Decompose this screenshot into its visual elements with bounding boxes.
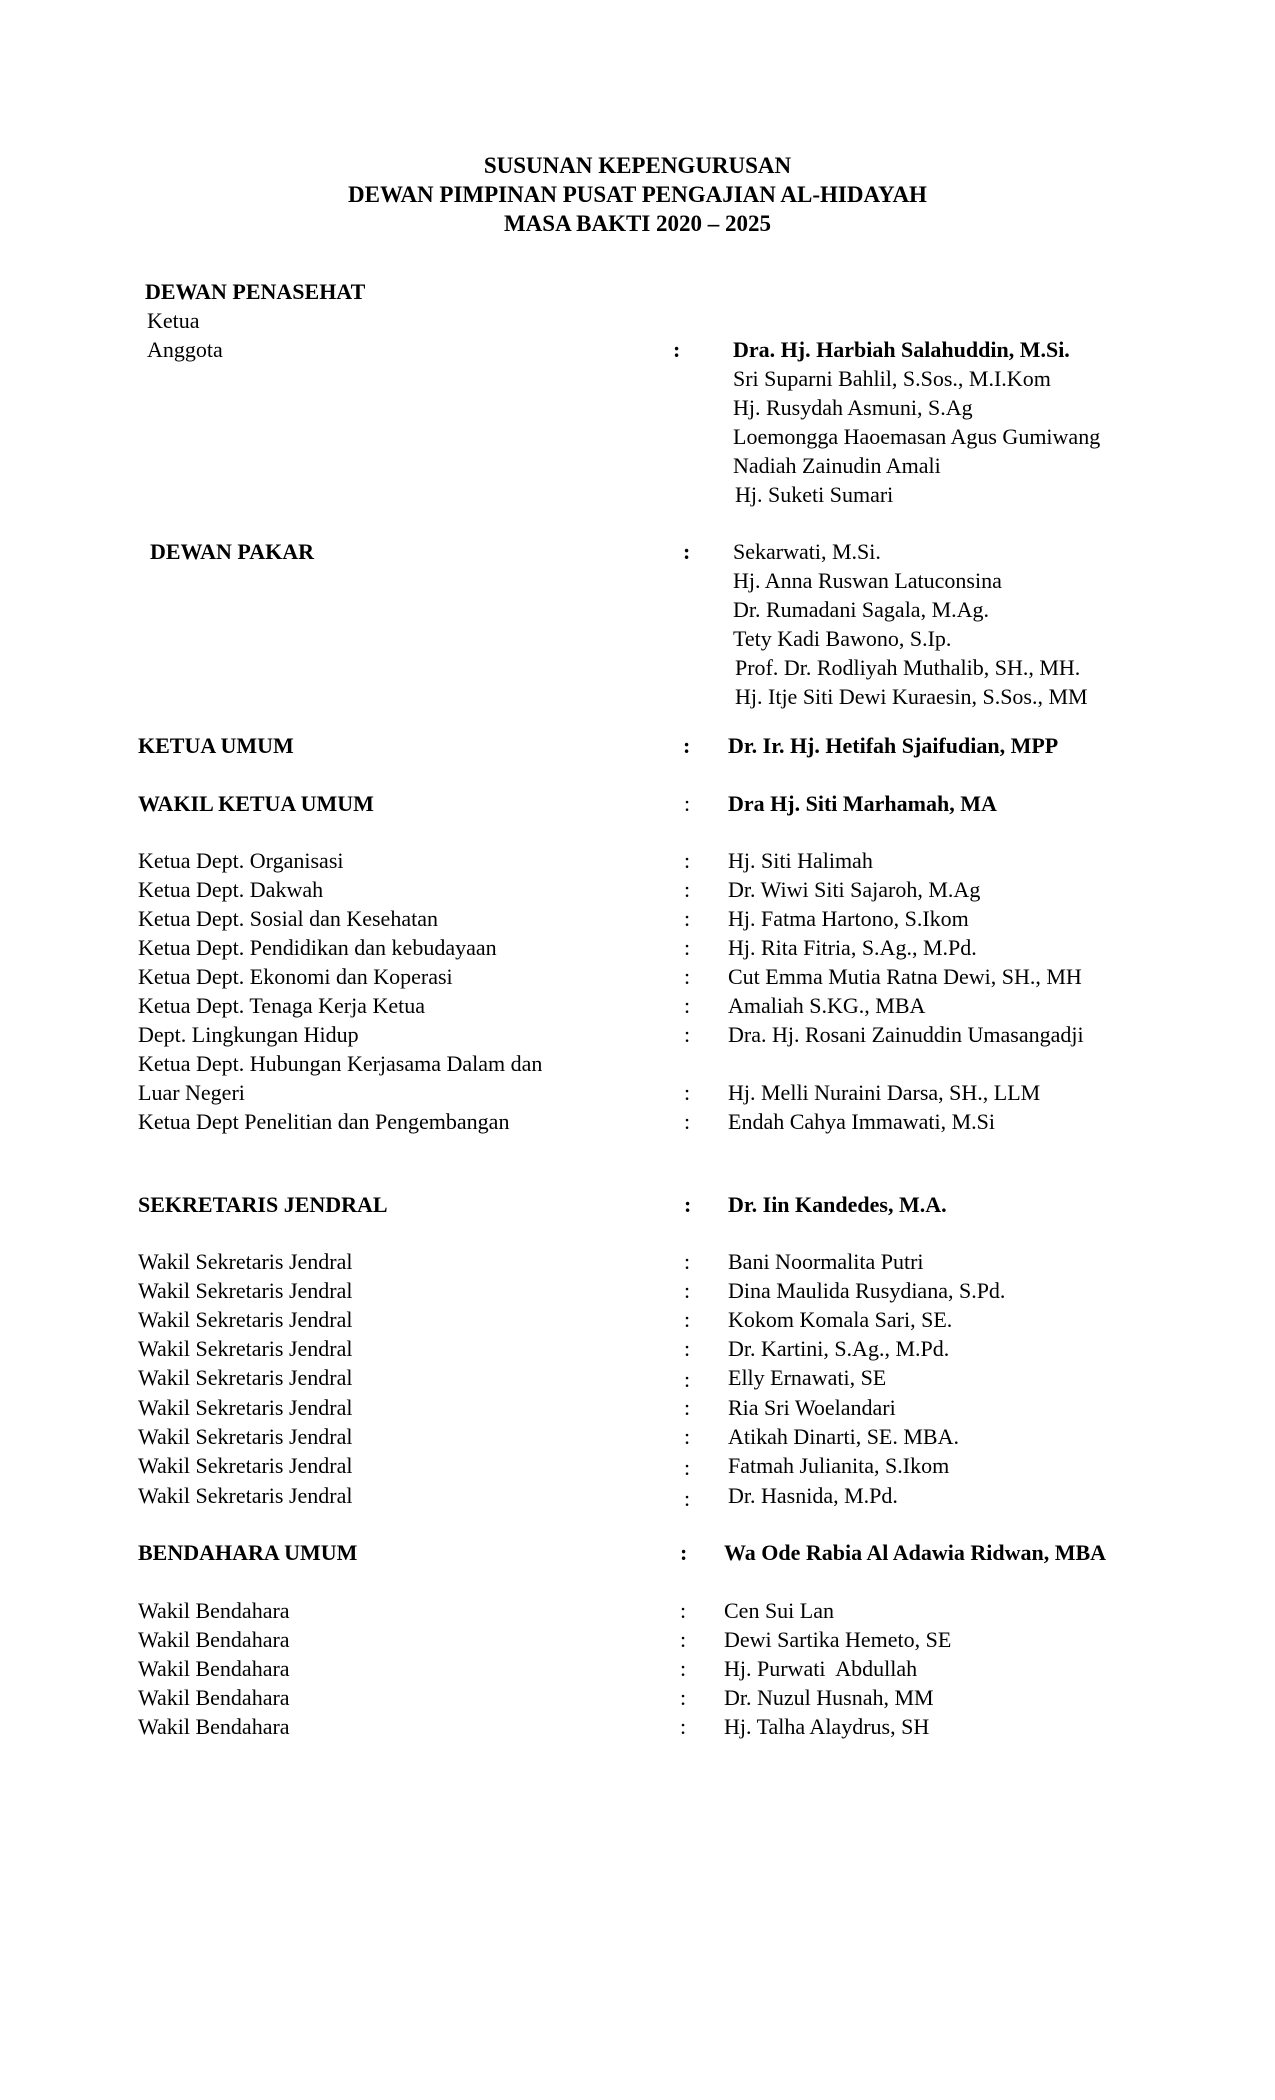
department-head: Hj. Rita Fitria, S.Ag., M.Pd. <box>728 935 977 960</box>
wakil-sekretaris-label: Wakil Sekretaris Jendral <box>138 1483 353 1508</box>
department-head: Dr. Wiwi Siti Sajaroh, M.Ag <box>728 877 981 902</box>
bendahara-umum-colon: : <box>680 1540 688 1565</box>
ketua-umum-colon: : <box>683 733 691 758</box>
dewan-pakar-colon: : <box>683 539 691 564</box>
wakil-bendahara-name: Hj. Talha Alaydrus, SH <box>724 1714 930 1739</box>
bendahara-umum-label: BENDAHARA UMUM <box>138 1540 358 1565</box>
wakil-bendahara-colon: : <box>680 1656 687 1681</box>
wakil-bendahara-name: Hj. Purwati Abdullah <box>724 1656 918 1681</box>
department-label: Ketua Dept. Dakwah <box>138 877 324 902</box>
wakil-ketua-umum-name: Dra Hj. Siti Marhamah, MA <box>728 791 997 816</box>
department-colon: : <box>684 906 691 931</box>
dewan-pakar-member: Tety Kadi Bawono, S.Ip. <box>733 626 952 651</box>
department-label: Ketua Dept. Tenaga Kerja Ketua <box>138 993 425 1018</box>
department-label: Ketua Dept. Ekonomi dan Koperasi <box>138 964 453 989</box>
department-colon: : <box>684 1022 691 1047</box>
wakil-sekretaris-name: Bani Noormalita Putri <box>728 1249 924 1274</box>
wakil-ketua-umum-label: WAKIL KETUA UMUM <box>138 791 374 816</box>
department-head: Hj. Fatma Hartono, S.Ikom <box>728 906 969 931</box>
wakil-sekretaris-colon: : <box>684 1395 691 1420</box>
dewan-penasehat-member: Nadiah Zainudin Amali <box>733 453 941 478</box>
sekretaris-jendral-label: SEKRETARIS JENDRAL <box>138 1192 388 1217</box>
wakil-sekretaris-label: Wakil Sekretaris Jendral <box>138 1307 353 1332</box>
department-label: Ketua Dept Penelitian dan Pengembangan <box>138 1109 510 1134</box>
ketua-umum-name: Dr. Ir. Hj. Hetifah Sjaifudian, MPP <box>728 733 1059 758</box>
department-colon: : <box>684 848 691 873</box>
wakil-bendahara-name: Dewi Sartika Hemeto, SE <box>724 1627 952 1652</box>
dewan-penasehat-heading: DEWAN PENASEHAT <box>145 279 366 304</box>
dewan-penasehat-member: Loemongga Haoemasan Agus Gumiwang <box>733 424 1101 449</box>
department-head: Amaliah S.KG., MBA <box>728 993 926 1018</box>
wakil-sekretaris-label: Wakil Sekretaris Jendral <box>138 1424 353 1449</box>
wakil-sekretaris-name: Dina Maulida Rusydiana, S.Pd. <box>728 1278 1006 1303</box>
wakil-bendahara-colon: : <box>680 1598 687 1623</box>
department-colon: : <box>684 1109 691 1134</box>
wakil-bendahara-colon: : <box>680 1714 687 1739</box>
wakil-bendahara-name: Cen Sui Lan <box>724 1598 834 1623</box>
department-label: Ketua Dept. Pendidikan dan kebudayaan <box>138 935 497 960</box>
dewan-pakar-member: Dr. Rumadani Sagala, M.Ag. <box>733 597 990 622</box>
wakil-sekretaris-colon: : <box>684 1336 691 1361</box>
wakil-bendahara-label: Wakil Bendahara <box>138 1627 290 1652</box>
wakil-sekretaris-colon: : <box>684 1249 691 1274</box>
wakil-sekretaris-label: Wakil Sekretaris Jendral <box>138 1453 353 1478</box>
department-label: Ketua Dept. Hubungan Kerjasama Dalam dan <box>138 1051 543 1076</box>
department-head: Cut Emma Mutia Ratna Dewi, SH., MH <box>728 964 1082 989</box>
wakil-sekretaris-name: Kokom Komala Sari, SE. <box>728 1307 953 1332</box>
dewan-penasehat-member: Hj. Suketi Sumari <box>735 482 894 507</box>
wakil-bendahara-colon: : <box>680 1627 687 1652</box>
wakil-sekretaris-label: Wakil Sekretaris Jendral <box>138 1365 353 1390</box>
wakil-sekretaris-colon: : <box>684 1486 691 1511</box>
document-title-line-1: SUSUNAN KEPENGURUSAN <box>483 153 792 178</box>
wakil-bendahara-label: Wakil Bendahara <box>138 1598 290 1623</box>
wakil-bendahara-label: Wakil Bendahara <box>138 1685 290 1710</box>
sekretaris-jendral-colon: : <box>684 1192 692 1217</box>
wakil-bendahara-colon: : <box>680 1685 687 1710</box>
wakil-bendahara-label: Wakil Bendahara <box>138 1714 290 1739</box>
wakil-bendahara-name: Dr. Nuzul Husnah, MM <box>724 1685 934 1710</box>
wakil-sekretaris-label: Wakil Sekretaris Jendral <box>138 1249 353 1274</box>
wakil-sekretaris-label: Wakil Sekretaris Jendral <box>138 1336 353 1361</box>
document-title-line-2: DEWAN PIMPINAN PUSAT PENGAJIAN AL-HIDAYAH <box>348 182 927 207</box>
department-label: Ketua Dept. Sosial dan Kesehatan <box>138 906 438 931</box>
dewan-pakar-member: Hj. Anna Ruswan Latuconsina <box>733 568 1002 593</box>
wakil-sekretaris-name: Dr. Hasnida, M.Pd. <box>728 1483 898 1508</box>
department-head: Dra. Hj. Rosani Zainuddin Umasangadji <box>728 1022 1084 1047</box>
ketua-umum-label: KETUA UMUM <box>138 733 294 758</box>
wakil-sekretaris-colon: : <box>684 1424 691 1449</box>
department-colon: : <box>684 935 691 960</box>
wakil-sekretaris-name: Elly Ernawati, SE <box>728 1365 887 1390</box>
wakil-sekretaris-name: Fatmah Julianita, S.Ikom <box>728 1453 950 1478</box>
wakil-sekretaris-name: Ria Sri Woelandari <box>728 1395 896 1420</box>
department-head: Hj. Melli Nuraini Darsa, SH., LLM <box>728 1080 1041 1105</box>
wakil-sekretaris-colon: : <box>684 1367 691 1392</box>
wakil-sekretaris-colon: : <box>684 1278 691 1303</box>
dewan-penasehat-member: Hj. Rusydah Asmuni, S.Ag <box>733 395 973 420</box>
dewan-pakar-member: Prof. Dr. Rodliyah Muthalib, SH., MH. <box>735 655 1081 680</box>
department-label: Dept. Lingkungan Hidup <box>138 1022 359 1047</box>
wakil-sekretaris-name: Atikah Dinarti, SE. MBA. <box>728 1424 959 1449</box>
wakil-sekretaris-colon: : <box>684 1455 691 1480</box>
dewan-penasehat-member: Dra. Hj. Harbiah Salahuddin, M.Si. <box>733 337 1070 362</box>
department-colon: : <box>684 964 691 989</box>
department-head: Endah Cahya Immawati, M.Si <box>728 1109 996 1134</box>
department-label: Ketua Dept. Organisasi <box>138 848 344 873</box>
department-colon: : <box>684 1080 691 1105</box>
wakil-sekretaris-label: Wakil Sekretaris Jendral <box>138 1395 353 1420</box>
dewan-pakar-member: Sekarwati, M.Si. <box>733 539 881 564</box>
dewan-penasehat-member: Sri Suparni Bahlil, S.Sos., M.I.Kom <box>733 366 1051 391</box>
department-colon: : <box>684 877 691 902</box>
dewan-penasehat-ketua-label: Ketua <box>147 308 200 333</box>
wakil-ketua-umum-colon: : <box>684 791 691 816</box>
department-colon: : <box>684 993 691 1018</box>
wakil-sekretaris-label: Wakil Sekretaris Jendral <box>138 1278 353 1303</box>
wakil-sekretaris-name: Dr. Kartini, S.Ag., M.Pd. <box>728 1336 950 1361</box>
document-title-line-3: MASA BAKTI 2020 – 2025 <box>503 211 772 236</box>
dewan-penasehat-colon: : <box>673 337 681 362</box>
dewan-pakar-heading: DEWAN PAKAR <box>150 539 314 564</box>
wakil-sekretaris-colon: : <box>684 1307 691 1332</box>
bendahara-umum-name: Wa Ode Rabia Al Adawia Ridwan, MBA <box>724 1540 1107 1565</box>
department-label-continued: Luar Negeri <box>138 1080 245 1105</box>
wakil-bendahara-label: Wakil Bendahara <box>138 1656 290 1681</box>
sekretaris-jendral-name: Dr. Iin Kandedes, M.A. <box>728 1192 947 1217</box>
dewan-penasehat-anggota-label: Anggota <box>147 337 223 362</box>
dewan-pakar-member: Hj. Itje Siti Dewi Kuraesin, S.Sos., MM <box>735 684 1088 709</box>
department-head: Hj. Siti Halimah <box>728 848 873 873</box>
